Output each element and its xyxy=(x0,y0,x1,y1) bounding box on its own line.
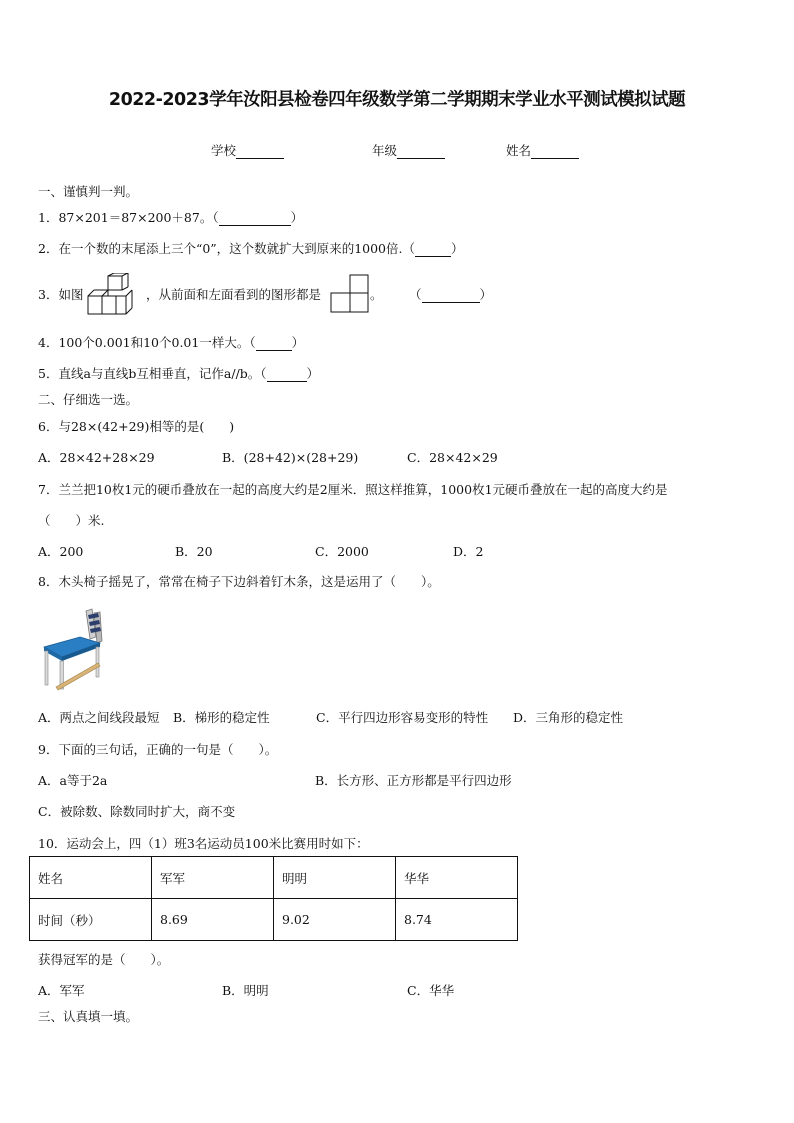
question-3-answer-blank[interactable] xyxy=(422,290,480,303)
question-9-option-b[interactable]: B．长方形、正方形都是平行四边形 xyxy=(315,773,512,788)
question-5-answer-blank[interactable] xyxy=(267,369,307,382)
name-label: 姓名 xyxy=(506,143,532,158)
question-10-text-continued: 获得冠军的是（ ）。 xyxy=(38,952,170,967)
page-title: 2022-2023学年汝阳县检卷四年级数学第二学期期末学业水平测试模拟试题 xyxy=(108,90,686,110)
race-time-table xyxy=(29,856,518,941)
section-1-heading: 一、谨慎判一判。 xyxy=(38,184,139,199)
name-blank[interactable] xyxy=(531,145,579,159)
table-row xyxy=(30,899,518,941)
table-cell: 8.69 xyxy=(152,899,274,941)
question-6-option-b[interactable]: B．(28+42)×(28+29) xyxy=(222,450,359,465)
question-4 xyxy=(38,333,304,351)
table-header-row xyxy=(30,857,518,899)
question-8-option-a[interactable]: A．两点之间线段最短 xyxy=(38,710,160,725)
school-field xyxy=(211,141,284,159)
question-7-text-continued: （ ）米. xyxy=(38,513,105,528)
question-7-option-c[interactable]: C．2000 xyxy=(315,544,369,559)
grade-label: 年级 xyxy=(372,143,398,158)
question-5-text: 5．直线a与直线b互相垂直，记作a//b。（ xyxy=(38,366,267,381)
question-7-text: 7．兰兰把10枚1元的硬币叠放在一起的高度大约是2厘米．照这样推算，1000枚1元硬币叠放在一起的高度大约是 xyxy=(38,482,668,497)
school-label: 学校 xyxy=(211,143,237,158)
question-3-middle: ，从前面和左面看到的图形都是 xyxy=(146,287,322,302)
question-8-option-c[interactable]: C．平行四边形容易变形的特性 xyxy=(316,710,489,725)
question-2-answer-blank[interactable] xyxy=(415,244,451,257)
table-cell: 时间（秒） xyxy=(30,899,152,941)
school-blank[interactable] xyxy=(236,145,284,159)
question-3-suffix: 。 xyxy=(370,287,383,302)
question-3-close: ） xyxy=(479,287,493,302)
chair-illustration xyxy=(40,607,108,691)
table-cell: 8.74 xyxy=(396,899,518,941)
question-6-option-a[interactable]: A．28×42+28×29 xyxy=(38,450,155,465)
question-9-text: 9．下面的三句话，正确的一句是（ ）。 xyxy=(38,742,278,757)
question-8-option-b[interactable]: B．梯形的稳定性 xyxy=(173,710,270,725)
question-9-option-c[interactable]: C．被除数、除数同时扩大，商不变 xyxy=(38,804,236,819)
question-10-option-a[interactable]: A．军军 xyxy=(38,983,85,998)
question-7-option-d[interactable]: D．2 xyxy=(453,544,484,559)
question-6-text: 6．与28×(42+29)相等的是( ) xyxy=(38,419,235,434)
question-9-option-a[interactable]: A．a等于2a xyxy=(38,773,108,788)
question-5 xyxy=(38,364,319,382)
grade-blank[interactable] xyxy=(397,145,445,159)
question-3-answer xyxy=(409,285,492,303)
question-4-text: 4．100个0.001和10个0.01一样大。（ xyxy=(38,335,256,350)
question-4-answer-blank[interactable] xyxy=(256,338,292,351)
section-2-heading: 二、仔细选一选。 xyxy=(38,392,139,407)
question-10-text: 10．运动会上，四（1）班3名运动员100米比赛用时如下： xyxy=(38,836,369,851)
front-left-view-figure xyxy=(330,274,370,314)
cube-stack-figure xyxy=(86,273,134,317)
name-field xyxy=(506,141,579,159)
table-cell: 军军 xyxy=(152,857,274,899)
section-3-heading: 三、认真填一填。 xyxy=(38,1009,139,1024)
table-cell: 姓名 xyxy=(30,857,152,899)
question-7-option-a[interactable]: A．200 xyxy=(38,544,84,559)
question-2-close: ） xyxy=(450,241,464,256)
question-7-option-b[interactable]: B．20 xyxy=(175,544,213,559)
student-info-row xyxy=(0,141,794,159)
question-2-text: 2．在一个数的末尾添上三个“0”，这个数就扩大到原来的1000倍.（ xyxy=(38,241,415,256)
question-8-option-d[interactable]: D．三角形的稳定性 xyxy=(513,710,624,725)
table-cell: 华华 xyxy=(396,857,518,899)
question-3-open: （ xyxy=(409,287,422,302)
question-5-close: ） xyxy=(306,366,320,381)
question-4-close: ） xyxy=(291,335,305,350)
question-1-text: 1．87×201＝87×200＋87。（ xyxy=(38,210,219,225)
table-cell: 9.02 xyxy=(274,899,396,941)
question-8-text: 8．木头椅子摇晃了，常常在椅子下边斜着钉木条，这是运用了（ ）。 xyxy=(38,574,440,589)
question-10-option-b[interactable]: B．明明 xyxy=(222,983,269,998)
question-3-prefix: 3．如图 xyxy=(38,287,84,302)
question-6-option-c[interactable]: C．28×42×29 xyxy=(407,450,498,465)
table-cell: 明明 xyxy=(274,857,396,899)
question-10-option-c[interactable]: C．华华 xyxy=(407,983,455,998)
grade-field xyxy=(372,141,445,159)
question-1-close: ） xyxy=(290,210,304,225)
question-2 xyxy=(38,239,464,257)
question-1-answer-blank[interactable] xyxy=(219,213,291,226)
question-1 xyxy=(38,208,303,226)
